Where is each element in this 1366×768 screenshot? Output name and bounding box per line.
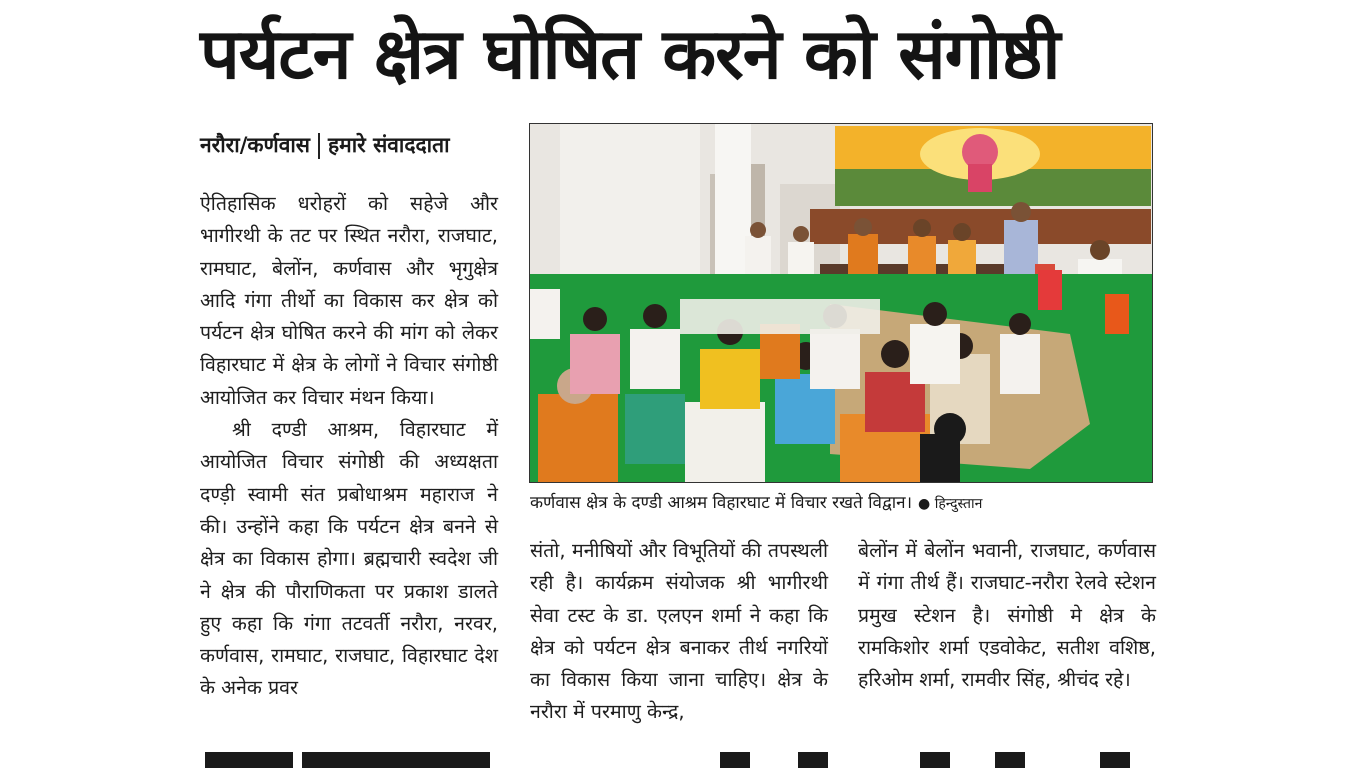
news-photo xyxy=(529,123,1153,483)
cropped-glyph xyxy=(1100,752,1130,768)
byline-reporter: हमारे संवाददाता xyxy=(328,133,450,157)
byline-location: नरौरा/कर्णवास xyxy=(200,133,311,157)
cropped-glyph xyxy=(302,752,490,768)
article-column-3 xyxy=(858,535,1156,696)
photo-illustration xyxy=(530,124,1152,482)
cropped-glyph xyxy=(798,752,828,768)
article-column-2 xyxy=(530,535,828,729)
paragraph-3: संतो, मनीषियों और विभूतियों की तपस्थली रही है। कार्यक्रम संयोजक श्री भागीरथी सेवा टस्ट के डा. एलएन शर्मा ने कहा कि क्षेत्र को पर्यटन क्षेत्र बनाकर तीर्थ नगरियों का विकास किया जाना चाहिए। क्षेत्र के नरौरा में परमाणु केन्द्र, xyxy=(530,539,828,724)
photo-credit: ● हिन्दुस्तान xyxy=(918,496,983,512)
paragraph-2: श्री दण्डी आश्रम, विहारघाट में आयोजित विचार संगोष्ठी की अध्यक्षता दण्ड़ी स्वामी संत प्रबोधाश्रम महाराज ने की। उन्होंने कहा कि पर्यटन क्षेत्र बनने से क्षेत्र का विकास होगा। ब्रह्मचारी स्वदेश जी ने क्षेत्र की पौराणिकता पर प्रकाश डालते हुए कहा कि गंगा तटवर्ती नरौरा, नरवर, कर्णवास, रामघाट, राजघाट, विहारघाट देश के अनेक प्रवर xyxy=(200,418,498,700)
headline: पर्यटन क्षेत्र घोषित करने को संगोष्ठी xyxy=(200,13,1060,95)
cropped-glyph xyxy=(920,752,950,768)
cropped-glyph xyxy=(205,752,293,768)
paragraph-4: बेलोंन में बेलोंन भवानी, राजघाट, कर्णवास में गंगा तीर्थ हैं। राजघाट-नरौरा रेलवे स्टेशन प्रमुख स्टेशन है। संगोष्ठी मे क्षेत्र के रामकिशोर शर्मा एडवोकेट, सतीश वशिष्ठ, हरिओम शर्मा, रामवीर सिंह, श्रीचंद रहे। xyxy=(858,539,1156,692)
next-headline-cropped xyxy=(200,738,1200,768)
byline xyxy=(200,130,450,160)
article-column-1 xyxy=(200,188,498,705)
caption-text: कर्णवास क्षेत्र के दण्डी आश्रम विहारघाट में विचार रखते विद्वान। xyxy=(530,493,913,513)
photo-caption xyxy=(530,489,1150,517)
byline-divider xyxy=(318,133,320,159)
cropped-glyph xyxy=(720,752,750,768)
paragraph-1: ऐतिहासिक धरोहरों को सहेजे और भागीरथी के तट पर स्थित नरौरा, राजघाट, रामघाट, बेलोंन, कर्णवास और भृगुक्षेत्र आदि गंगा तीर्थो का विकास कर क्षेत्र को पर्यटन क्षेत्र घोषित करने की मांग को लेकर विहारघाट में क्षेत्र के लोगों ने विचार संगोष्ठी आयोजित कर विचार मंथन किया। xyxy=(200,192,498,409)
cropped-glyph xyxy=(995,752,1025,768)
